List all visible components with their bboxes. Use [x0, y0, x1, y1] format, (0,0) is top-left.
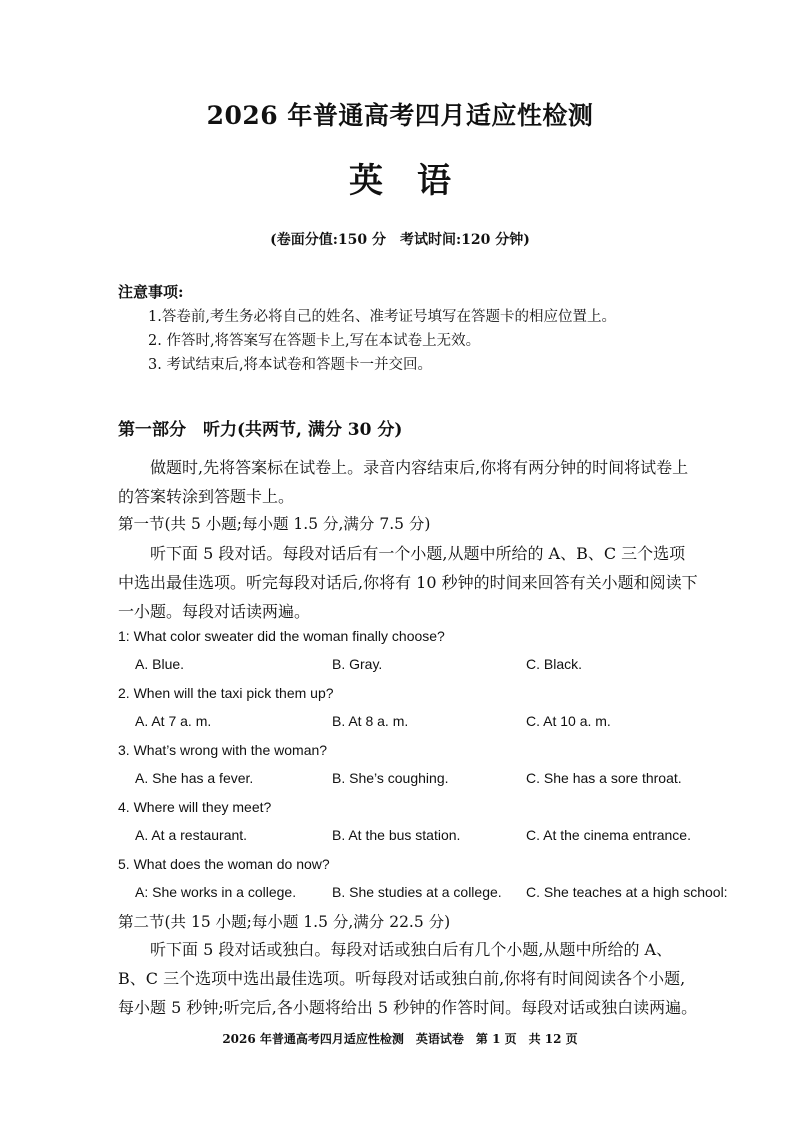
question-1-option-b: B. Gray. [332, 656, 383, 672]
question-5-option-c: C. She teaches at a high school: [526, 884, 728, 900]
part1-intro: 做题时,先将答案标在试卷上。录音内容结束后,你将有两分钟的时间将试卷上的答案转涂到答题卡上。 [118, 458, 689, 506]
question-4: 4. Where will they meet? [118, 799, 272, 815]
section1-instructions: 听下面 5 段对话。每段对话后有一个小题,从题中所给的 A、B、C 三个选项中选出最佳选项。听完每段对话后,你将有 10 秒钟的时间来回答有关小题和阅读下一小题。每段对话读两遍。 [118, 544, 698, 621]
section2-instructions: 听下面 5 段对话或独白。每段对话或独白后有几个小题,从题中所给的 A、B、C 三个选项中选出最佳选项。听每段对话或独白前,你将有时间阅读各个小题,每小题 5 秒钟;听完后,各小题将给出 5 秒钟的作答时间。每段对话或独白读两遍。 [118, 940, 698, 1017]
notice-item-2: 2. 作答时,将答案写在答题卡上,写在本试卷上无效。 [148, 333, 481, 349]
section2-title: 第二节(共 15 小题;每小题 1.5 分,满分 22.5 分) [118, 913, 451, 931]
question-1-option-a: A. Blue. [135, 656, 185, 672]
question-5-option-a: A: She works in a college. [135, 884, 297, 900]
notice-heading: 注意事项: [118, 283, 184, 301]
part1-title: 第一部分 听力(共两节, 满分 30 分) [118, 420, 403, 440]
question-3-option-a: A. She has a fever. [135, 770, 254, 786]
notice-item-3: 3. 考试结束后,将本试卷和答题卡一并交回。 [148, 357, 433, 373]
question-2-option-b: B. At 8 a. m. [332, 713, 409, 729]
question-5: 5. What does the woman do now? [118, 856, 330, 872]
notice-item-1: 1.答卷前,考生务必将自己的姓名、准考证号填写在答题卡的相应位置上。 [148, 309, 616, 325]
question-2-option-c: C. At 10 a. m. [526, 713, 611, 729]
question-4-option-a: A. At a restaurant. [135, 827, 248, 843]
question-3: 3. What’s wrong with the woman? [118, 742, 328, 758]
question-5-option-b: B. She studies at a college. [332, 884, 502, 900]
page-footer: 2026 年普通高考四月适应性检测 英语试卷 第 1 页 共 12 页 [222, 1032, 578, 1046]
question-2: 2. When will the taxi pick them up? [118, 685, 334, 701]
question-3-option-c: C. She has a sore throat. [526, 770, 682, 786]
subject-title: 英语 [349, 161, 485, 201]
section1-title: 第一节(共 5 小题;每小题 1.5 分,满分 7.5 分) [118, 515, 431, 533]
question-3-option-b: B. She’s coughing. [332, 770, 449, 786]
question-1: 1: What color sweater did the woman finally choose? [118, 628, 445, 644]
exam-meta: (卷面分值:150 分 考试时间:120 分钟) [270, 232, 530, 248]
question-4-option-b: B. At the bus station. [332, 827, 461, 843]
question-1-option-c: C. Black. [526, 656, 583, 672]
question-4-option-c: C. At the cinema entrance. [526, 827, 691, 843]
question-2-option-a: A. At 7 a. m. [135, 713, 212, 729]
exam-title: 2026 年普通高考四月适应性检测 [206, 101, 594, 130]
